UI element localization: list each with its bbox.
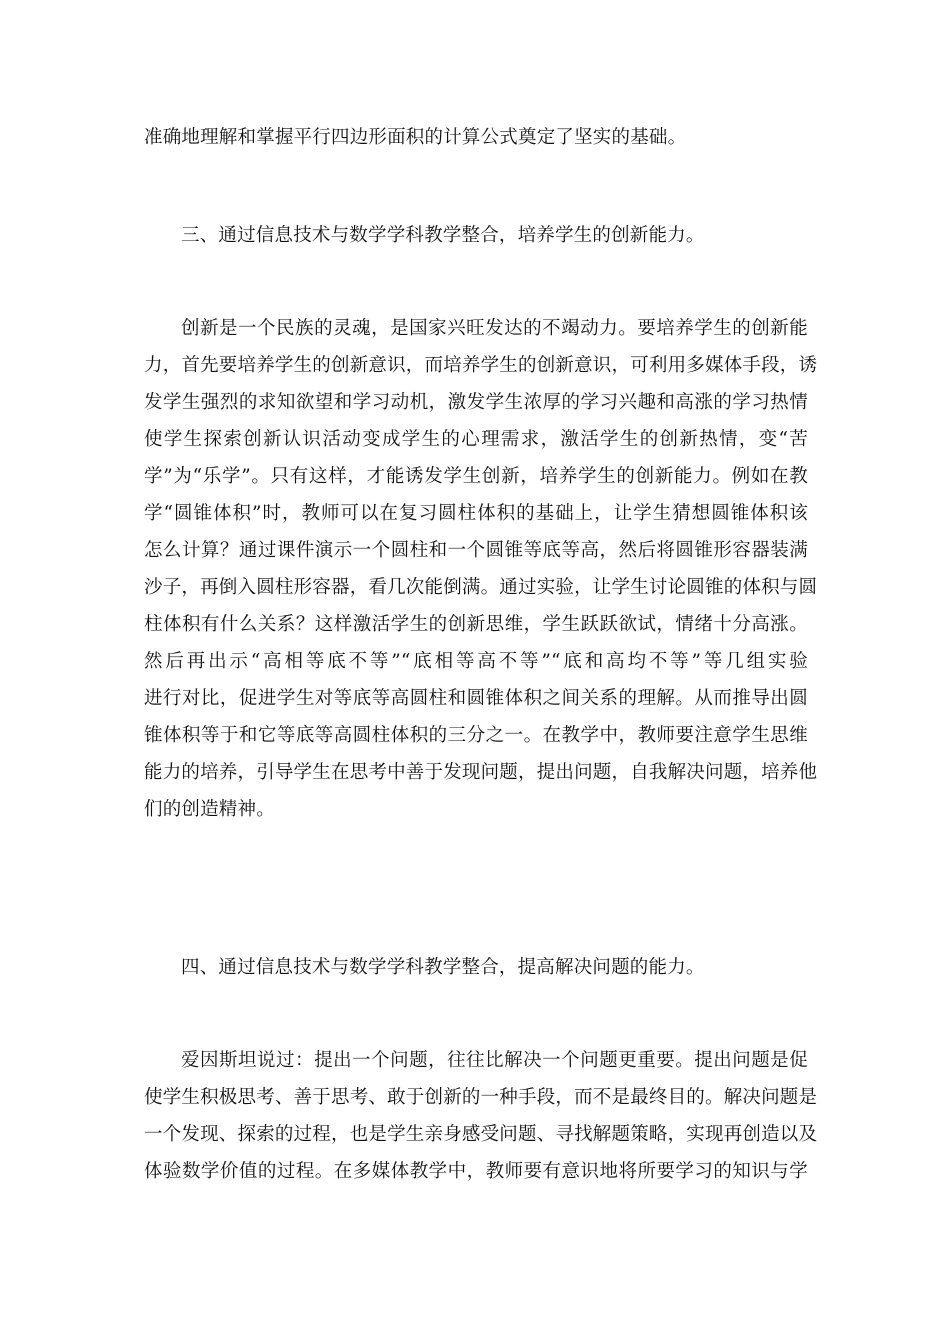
paragraph-line: 学“圆锥体积”时，教师可以在复习圆柱体积的基础上，让学生猜想圆锥体积该 xyxy=(144,503,808,524)
paragraph-continuation xyxy=(144,119,808,156)
paragraph-line: 创新是一个民族的灵魂，是国家兴旺发达的不竭动力。要培养学生的创新能 xyxy=(181,318,808,339)
paragraph-line: 怎么计算？通过课件演示一个圆柱和一个圆锥等底等高，然后将圆锥形容器装满 xyxy=(144,540,808,561)
paragraph-line: 能力的培养，引导学生在思考中善于发现问题，提出问题，自我解决问题，培养他 xyxy=(144,762,818,783)
paragraph-problem-solving xyxy=(144,1042,818,1190)
paragraph-line: 发学生强烈的求知欲望和学习动机，激发学生浓厚的学习兴趣和高涨的学习热情 xyxy=(144,392,808,413)
paragraph-line: 使学生探索创新认识活动变成学生的心理需求，激活学生的创新热情，变“苦 xyxy=(144,429,808,450)
paragraph-line: 进行对比，促进学生对等底等高圆柱和圆锥体积之间关系的理解。从而推导出圆 xyxy=(144,688,808,709)
paragraph-line: 沙子，再倒入圆柱形容器，看几次能倒满。通过实验，让学生讨论圆锥的体积与圆 xyxy=(144,577,818,598)
section-heading-4 xyxy=(144,949,808,986)
paragraph-line: 一个发现、探索的过程，也是学生亲身感受问题、寻找解题策略，实现再创造以及 xyxy=(144,1124,818,1145)
paragraph-line: 爱因斯坦说过：提出一个问题，往往比解决一个问题更重要。提出问题是促 xyxy=(181,1050,808,1071)
paragraph-line: 使学生积极思考、善于思考、敢于创新的一种手段，而不是最终目的。解决问题是 xyxy=(144,1087,818,1108)
paragraph-line: 体验数学价值的过程。在多媒体教学中，教师要有意识地将所要学习的知识与学 xyxy=(144,1161,808,1182)
paragraph-line: 学”为“乐学”。只有这样，才能诱发学生创新，培养学生的创新能力。例如在教 xyxy=(144,466,808,487)
paragraph-line: 然后再出示“高相等底不等”“底相等高不等”“底和高均不等”等几组实验 xyxy=(144,651,808,672)
heading-text: 四、通过信息技术与数学学科教学整合，提高解决问题的能力。 xyxy=(181,957,705,978)
paragraph-line: 锥体积等于和它等底等高圆柱体积的三分之一。在教学中，教师要注意学生思维 xyxy=(144,725,808,746)
paragraph-line: 力，首先要培养学生的创新意识，而培养学生的创新意识，可利用多媒体手段，诱 xyxy=(144,355,818,376)
paragraph-line: 准确地理解和掌握平行四边形面积的计算公式奠定了坚实的基础。 xyxy=(144,127,687,148)
heading-text: 三、通过信息技术与数学学科教学整合，培养学生的创新能力。 xyxy=(181,225,705,246)
paragraph-line: 们的创造精神。 xyxy=(144,799,275,820)
section-heading-3 xyxy=(144,217,808,254)
paragraph-innovation xyxy=(144,310,818,828)
paragraph-line: 柱体积有什么关系？这样激活学生的创新思维，学生跃跃欲试，情绪十分高涨。 xyxy=(144,614,808,635)
